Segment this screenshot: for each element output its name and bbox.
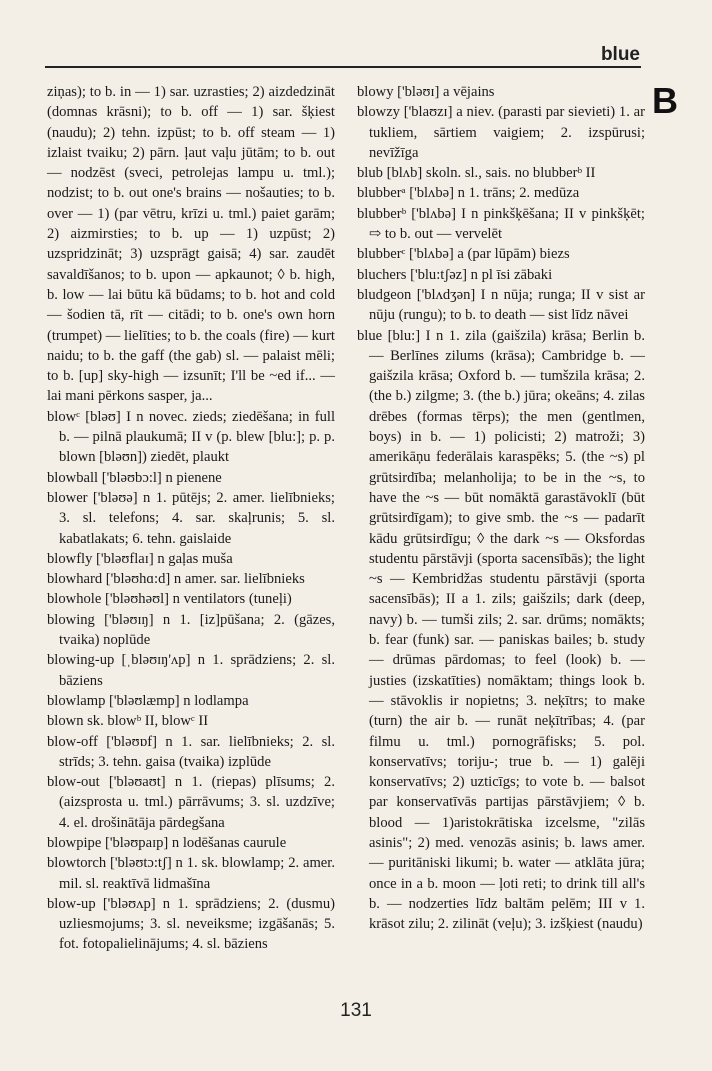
section-letter: B — [652, 80, 678, 121]
dictionary-entry: ziņas); to b. in — 1) sar. uzrasties; 2) aizdedzināt (domnas krāsni); to b. off — 1) sar. šķiest (naudu); 2) tehn. izpūst; to b. off steam — 1) izlaist tvaiku; 2) pārn. ļaut vaļu jūtām; to b. out — nodzēst (sveci, petrolejas lampu u. tml.); nodzist; to b. out one's brains — nošauties; to b. over — 1) (par vētru, krīzi u. tml.) paiet garām; 2) aizmirsties; to b. up — 1) uzpūst; 2) uzspridzināt; 3) uzsprāgt gaisā; 4) sar. zaudēt savaldīšanos; to b. upon — apkaunot; ◊ b. high, b. low — lai būtu kā būdams; to b. hot and cold — šodien tā, rīt — citādi; to b. one's own horn (trumpet) — lielīties; to b. the coals (fire) — kurt naidu; to b. the gaff (the gab) sl. — palaist mēli; to b. [up] sky-high — izsunīt; I'll be ~ed if... — lai mani pērkons sasper, ja... — [47, 84, 335, 405]
dictionary-entry: bluchers ['blu:tʃəz] n pl īsi zābaki — [357, 266, 553, 283]
dictionary-entry: blubberᶜ ['blʌbə] a (par lūpām) biezs — [357, 246, 570, 263]
dictionary-entry: blowing-up [ˌbləʊɪŋ'ʌp] n 1. sprādziens; 2. sl. bāziens — [47, 652, 335, 689]
page-number: 131 — [340, 1000, 372, 1021]
dictionary-entry: blowball ['bləʊbɔ:l] n pienene — [47, 469, 222, 486]
dictionary-entry: blowhole ['bləʊhəʊl] n ventilators (tuneļi) — [47, 591, 292, 608]
dictionary-entry: blowzy ['blaʊzɪ] a niev. (parasti par sievieti) 1. ar tukliem, sārtiem vaigiem; 2. izspūrusi; nevīžīga — [357, 104, 645, 161]
running-head: blue — [600, 44, 640, 65]
dictionary-entry: blowtorch ['bləʊtɔ:tʃ] n 1. sk. blowlamp; 2. amer. mil. sl. reaktīvā lidmašīna — [47, 855, 335, 892]
dictionary-entry: blub [blʌb] skoln. sl., sais. no blubberᵇ II — [357, 165, 596, 182]
left-column — [47, 82, 335, 955]
dictionary-entry: blowhard ['bləʊhɑ:d] n amer. sar. lielībnieks — [47, 571, 305, 588]
dictionary-entry: blowfly ['bləʊflaɪ] n gaļas muša — [47, 550, 233, 567]
dictionary-entry: blowpipe ['bləʊpaɪp] n lodēšanas caurule — [47, 834, 287, 851]
dictionary-entry: blow-off ['bləʊɒf] n 1. sar. lielībnieks; 2. sl. strīds; 3. tehn. gaisa (tvaika) izplūde — [47, 733, 335, 770]
dictionary-entry: blubberᵃ ['blʌbə] n 1. trāns; 2. medūza — [357, 185, 580, 202]
dictionary-entry: blubberᵇ ['blʌbə] I n pinkšķēšana; II v pinkšķēt; ⇨ to b. out — vervelēt — [357, 205, 645, 243]
dictionary-entry: blow-up ['bləʊʌp] n 1. sprādziens; 2. (dusmu) uzliesmojums; 3. sl. neveiksme; izgāšanās; 5. fot. fotopalielinājums; 4. sl. bāziens — [47, 895, 335, 953]
dictionary-entry: blower ['bləʊə] n 1. pūtējs; 2. amer. lielībnieks; 3. sl. telefons; 4. sar. skaļrunis; 5. sl. kabatlakats; 6. tehn. gaislaide — [47, 489, 335, 547]
dictionary-entry: blowy ['bləʊɪ] a vējains — [357, 84, 495, 100]
dictionary-entry: bludgeon ['blʌdʒən] I n nūja; runga; II v sist ar nūju (rungu); to b. to death — sist līdz nāvei — [357, 286, 645, 324]
header-rule — [45, 66, 641, 68]
dictionary-entry: blown sk. blowᵇ II, blowᶜ II — [47, 713, 209, 730]
dictionary-entry: blue [blu:] I n 1. zila (gaišzila) krāsa; Berlin b. — Berlīnes zilums (krāsa); Cambridge b. — gaišzila krāsa; Oxford b. — tumšzila krāsa; 2. (the b.) zilgme; 3. (the b.) jūra; okeāns; 4. zilas drēbes (formas tērps); the men (gentlmen, boys) in b. — 1) policisti; 2) matroži; 3) amerikāņu federālais karaspēks; 5. (the ~s) pl grūtsirdība; melanholija; to be in the ~s, to have the ~s — būt nomāktā garastāvoklī (būt grūtsirdīgam); to give smb. the ~s — padarīt kādu grūtsirdīgu; ◊ the dark ~s — Oksfordas studentu pārstāvji (sporta sacensībās); the light ~s — Kembridžas studentu pārstāvji (sporta sacensībās); II a 1. zils; gaišzils; dark (deep, navy) b. — tumši zils; 2. sar. drūms; nomākts; b. fear (funk) sar. — paniskas bailes; b. study — drūmas pārdomas; to feel (look) b. — justies (izskatīties) nomāktam; things look b. — stāvoklis ir nopietns; 3. neķītrs; to make (turn) the air b. — runāt neķītrības; 4. (par filmu u. tml.) pornogrāfisks; 5. pol. konservatīvs; toriju-; true b. — 1) galēji konservatīvs; 2) uzticīgs; to vote b. — balsot par konservatīvās partijas pārstāvjiem; ◊ b. blood — 1)aristokrātiska izcelsme, "zilās asinis"; 2) med. venozās asinis; b. laws amer. — puritāniski likumi; b. water — atklāta jūra; once in a b. moon — ļoti reti; to drink till all's b. — nodzerties līdz baltām pelēm; III v 1. krāsot zilu; 2. zilināt (veļu); 3. izšķiest (naudu) — [357, 327, 645, 933]
dictionary-entry: blow-out ['bləʊaʊt] n 1. (riepas) plīsums; 2. (aizsprosta u. tml.) pārrāvums; 3. sl. uzdzīve; 4. el. drošinātāja pārdegšana — [47, 774, 335, 831]
right-column — [357, 82, 645, 934]
dictionary-entry: blowlamp ['bləʊlæmp] n lodlampa — [47, 692, 249, 709]
dictionary-entry: blowᶜ [bləʊ] I n novec. zieds; ziedēšana; in full b. — pilnā plaukumā; II v (p. blew [blu:]; p. p. blown [bləʊn]) ziedēt, plaukt — [47, 408, 335, 466]
dictionary-entry: blowing ['bləʊɪŋ] n 1. [iz]pūšana; 2. (gāzes, tvaika) noplūde — [47, 611, 335, 649]
